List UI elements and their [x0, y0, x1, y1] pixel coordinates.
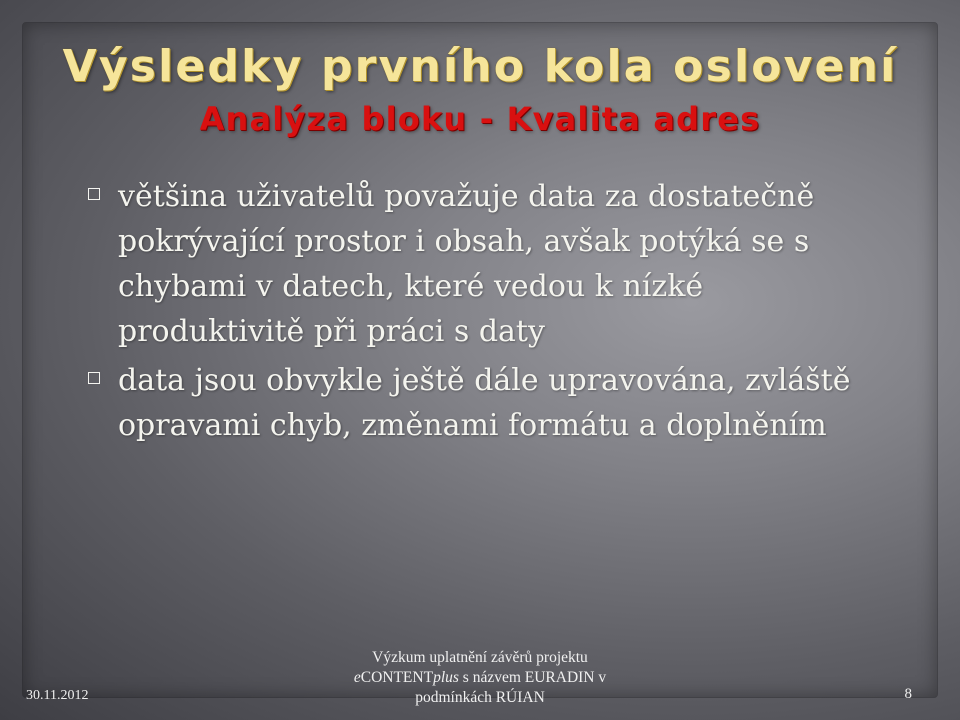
bullet-text: data jsou obvykle ještě dále upravována, zvláště opravami chyb, změnami formátu a doplněním	[118, 363, 851, 443]
slide-title: Výsledky prvního kola oslovení	[62, 41, 898, 92]
bullet-item	[0, 174, 960, 354]
bullet-text: většina uživatelů považuje data za dostatečně pokrývající prostor i obsah, avšak potýká se s chybami v datech, které vedou k nízké produktivitě při práci s daty	[118, 179, 815, 349]
bullet-list	[0, 174, 960, 452]
footer-econtent-prefix: e	[353, 669, 361, 686]
footer-project-text	[320, 648, 640, 708]
square-bullet-icon	[88, 372, 100, 384]
footer-date: 30.11.2012	[26, 688, 89, 703]
footer-econtent-brand: CONTENT	[360, 669, 434, 686]
page-number: 8	[904, 686, 912, 702]
slide-subtitle: Analýza bloku - Kvalita adres	[199, 100, 761, 138]
footer-econtent-plus: plus	[433, 669, 459, 686]
bullet-item	[0, 358, 960, 448]
footer-line-1: Výzkum uplatnění závěrů projektu	[372, 649, 588, 666]
footer-line-2-suffix: s názvem EURADIN v	[458, 669, 607, 686]
footer-line-3: podmínkách RÚIAN	[415, 689, 545, 706]
footer-line-2	[320, 668, 640, 688]
square-bullet-icon	[88, 188, 100, 200]
